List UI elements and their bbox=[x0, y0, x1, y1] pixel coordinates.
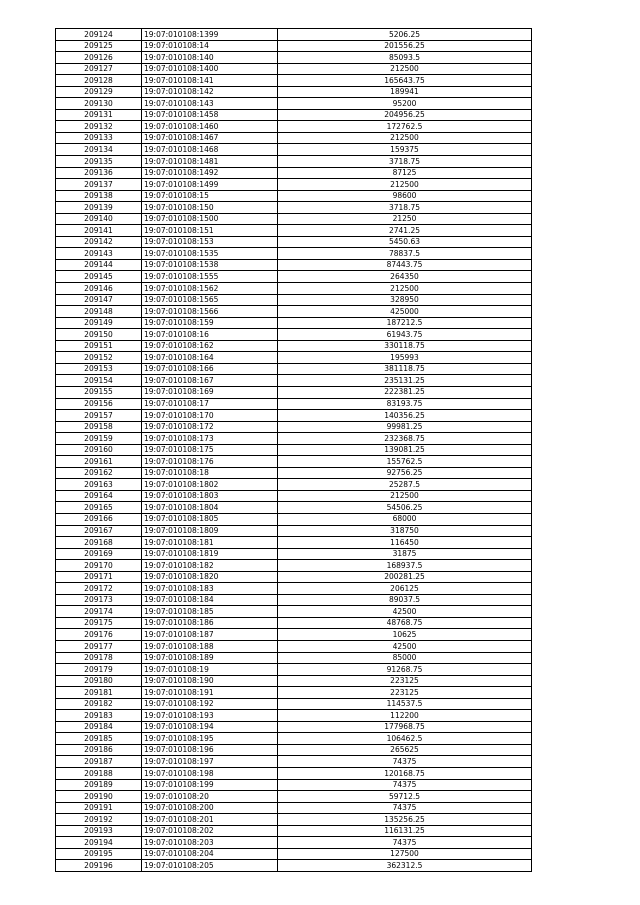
cadastral-number-cell: 19:07:010108:196 bbox=[142, 744, 278, 756]
cadastral-number-cell: 19:07:010108:198 bbox=[142, 768, 278, 780]
record-id-cell: 209140 bbox=[56, 213, 142, 225]
table-row bbox=[56, 768, 532, 780]
table-row bbox=[56, 306, 532, 318]
record-id-cell: 209153 bbox=[56, 363, 142, 375]
amount-cell: 74375 bbox=[278, 802, 532, 814]
cadastral-number-cell: 19:07:010108:170 bbox=[142, 410, 278, 422]
cadastral-number-cell: 19:07:010108:173 bbox=[142, 433, 278, 445]
record-id-cell: 209150 bbox=[56, 329, 142, 341]
record-id-cell: 209130 bbox=[56, 98, 142, 110]
record-id-cell: 209195 bbox=[56, 848, 142, 860]
amount-cell: 139081.25 bbox=[278, 444, 532, 456]
amount-cell: 3718.75 bbox=[278, 202, 532, 214]
cadastral-number-cell: 19:07:010108:172 bbox=[142, 421, 278, 433]
record-id-cell: 209127 bbox=[56, 63, 142, 75]
cadastral-number-cell: 19:07:010108:166 bbox=[142, 363, 278, 375]
data-table-body bbox=[56, 29, 532, 872]
table-row bbox=[56, 860, 532, 872]
amount-cell: 98600 bbox=[278, 190, 532, 202]
table-row bbox=[56, 710, 532, 722]
amount-cell: 61943.75 bbox=[278, 329, 532, 341]
cadastral-number-cell: 19:07:010108:190 bbox=[142, 675, 278, 687]
cadastral-number-cell: 19:07:010108:14 bbox=[142, 40, 278, 52]
table-row bbox=[56, 664, 532, 676]
table-row bbox=[56, 756, 532, 768]
amount-cell: 212500 bbox=[278, 179, 532, 191]
table-row bbox=[56, 698, 532, 710]
table-row bbox=[56, 202, 532, 214]
cadastral-number-cell: 19:07:010108:187 bbox=[142, 629, 278, 641]
record-id-cell: 209168 bbox=[56, 537, 142, 549]
amount-cell: 206125 bbox=[278, 583, 532, 595]
amount-cell: 135256.25 bbox=[278, 814, 532, 826]
record-id-cell: 209132 bbox=[56, 121, 142, 133]
record-id-cell: 209147 bbox=[56, 294, 142, 306]
cadastral-number-cell: 19:07:010108:169 bbox=[142, 386, 278, 398]
record-id-cell: 209146 bbox=[56, 283, 142, 295]
amount-cell: 74375 bbox=[278, 779, 532, 791]
table-row bbox=[56, 75, 532, 87]
amount-cell: 318750 bbox=[278, 525, 532, 537]
cadastral-number-cell: 19:07:010108:18 bbox=[142, 467, 278, 479]
table-row bbox=[56, 617, 532, 629]
amount-cell: 212500 bbox=[278, 63, 532, 75]
table-row bbox=[56, 652, 532, 664]
table-row bbox=[56, 329, 532, 341]
record-id-cell: 209139 bbox=[56, 202, 142, 214]
cadastral-number-cell: 19:07:010108:182 bbox=[142, 560, 278, 572]
amount-cell: 42500 bbox=[278, 640, 532, 652]
cadastral-number-cell: 19:07:010108:194 bbox=[142, 721, 278, 733]
table-row bbox=[56, 837, 532, 849]
record-id-cell: 209137 bbox=[56, 179, 142, 191]
amount-cell: 99981.25 bbox=[278, 421, 532, 433]
cadastral-number-cell: 19:07:010108:19 bbox=[142, 664, 278, 676]
record-id-cell: 209131 bbox=[56, 109, 142, 121]
table-row bbox=[56, 606, 532, 618]
record-id-cell: 209155 bbox=[56, 386, 142, 398]
cadastral-number-cell: 19:07:010108:20 bbox=[142, 791, 278, 803]
amount-cell: 127500 bbox=[278, 848, 532, 860]
record-id-cell: 209170 bbox=[56, 560, 142, 572]
record-id-cell: 209196 bbox=[56, 860, 142, 872]
table-row bbox=[56, 410, 532, 422]
table-row bbox=[56, 479, 532, 491]
table-row bbox=[56, 363, 532, 375]
amount-cell: 68000 bbox=[278, 513, 532, 525]
amount-cell: 120168.75 bbox=[278, 768, 532, 780]
data-table bbox=[55, 28, 532, 872]
amount-cell: 212500 bbox=[278, 132, 532, 144]
record-id-cell: 209160 bbox=[56, 444, 142, 456]
amount-cell: 223125 bbox=[278, 675, 532, 687]
amount-cell: 265625 bbox=[278, 744, 532, 756]
amount-cell: 116131.25 bbox=[278, 825, 532, 837]
cadastral-number-cell: 19:07:010108:181 bbox=[142, 537, 278, 549]
amount-cell: 159375 bbox=[278, 144, 532, 156]
table-row bbox=[56, 825, 532, 837]
record-id-cell: 209143 bbox=[56, 248, 142, 260]
amount-cell: 78837.5 bbox=[278, 248, 532, 260]
cadastral-number-cell: 19:07:010108:1819 bbox=[142, 548, 278, 560]
record-id-cell: 209184 bbox=[56, 721, 142, 733]
record-id-cell: 209152 bbox=[56, 352, 142, 364]
table-row bbox=[56, 63, 532, 75]
record-id-cell: 209169 bbox=[56, 548, 142, 560]
record-id-cell: 209186 bbox=[56, 744, 142, 756]
cadastral-number-cell: 19:07:010108:141 bbox=[142, 75, 278, 87]
record-id-cell: 209144 bbox=[56, 259, 142, 271]
table-row bbox=[56, 52, 532, 64]
amount-cell: 232368.75 bbox=[278, 433, 532, 445]
cadastral-number-cell: 19:07:010108:175 bbox=[142, 444, 278, 456]
table-row bbox=[56, 433, 532, 445]
table-row bbox=[56, 109, 532, 121]
cadastral-number-cell: 19:07:010108:153 bbox=[142, 236, 278, 248]
amount-cell: 74375 bbox=[278, 837, 532, 849]
table-row bbox=[56, 317, 532, 329]
cadastral-number-cell: 19:07:010108:205 bbox=[142, 860, 278, 872]
cadastral-number-cell: 19:07:010108:192 bbox=[142, 698, 278, 710]
amount-cell: 59712.5 bbox=[278, 791, 532, 803]
table-row bbox=[56, 236, 532, 248]
table-row bbox=[56, 744, 532, 756]
table-row bbox=[56, 733, 532, 745]
table-row bbox=[56, 560, 532, 572]
amount-cell: 112200 bbox=[278, 710, 532, 722]
table-row bbox=[56, 190, 532, 202]
record-id-cell: 209136 bbox=[56, 167, 142, 179]
record-id-cell: 209165 bbox=[56, 502, 142, 514]
cadastral-number-cell: 19:07:010108:140 bbox=[142, 52, 278, 64]
cadastral-number-cell: 19:07:010108:1467 bbox=[142, 132, 278, 144]
table-row bbox=[56, 456, 532, 468]
amount-cell: 54506.25 bbox=[278, 502, 532, 514]
amount-cell: 168937.5 bbox=[278, 560, 532, 572]
table-row bbox=[56, 248, 532, 260]
record-id-cell: 209125 bbox=[56, 40, 142, 52]
record-id-cell: 209178 bbox=[56, 652, 142, 664]
table-row bbox=[56, 167, 532, 179]
table-row bbox=[56, 225, 532, 237]
amount-cell: 116450 bbox=[278, 537, 532, 549]
cadastral-number-cell: 19:07:010108:1538 bbox=[142, 259, 278, 271]
table-row bbox=[56, 490, 532, 502]
record-id-cell: 209187 bbox=[56, 756, 142, 768]
record-id-cell: 209124 bbox=[56, 29, 142, 41]
record-id-cell: 209157 bbox=[56, 410, 142, 422]
record-id-cell: 209177 bbox=[56, 640, 142, 652]
record-id-cell: 209171 bbox=[56, 571, 142, 583]
cadastral-number-cell: 19:07:010108:17 bbox=[142, 398, 278, 410]
table-row bbox=[56, 386, 532, 398]
amount-cell: 95200 bbox=[278, 98, 532, 110]
cadastral-number-cell: 19:07:010108:1399 bbox=[142, 29, 278, 41]
table-row bbox=[56, 40, 532, 52]
cadastral-number-cell: 19:07:010108:162 bbox=[142, 340, 278, 352]
amount-cell: 425000 bbox=[278, 306, 532, 318]
table-row bbox=[56, 640, 532, 652]
cadastral-number-cell: 19:07:010108:16 bbox=[142, 329, 278, 341]
record-id-cell: 209193 bbox=[56, 825, 142, 837]
cadastral-number-cell: 19:07:010108:151 bbox=[142, 225, 278, 237]
cadastral-number-cell: 19:07:010108:150 bbox=[142, 202, 278, 214]
record-id-cell: 209194 bbox=[56, 837, 142, 849]
table-row bbox=[56, 525, 532, 537]
cadastral-number-cell: 19:07:010108:142 bbox=[142, 86, 278, 98]
cadastral-number-cell: 19:07:010108:1458 bbox=[142, 109, 278, 121]
cadastral-number-cell: 19:07:010108:1500 bbox=[142, 213, 278, 225]
cadastral-number-cell: 19:07:010108:183 bbox=[142, 583, 278, 595]
cadastral-number-cell: 19:07:010108:1481 bbox=[142, 156, 278, 168]
record-id-cell: 209185 bbox=[56, 733, 142, 745]
record-id-cell: 209174 bbox=[56, 606, 142, 618]
record-id-cell: 209162 bbox=[56, 467, 142, 479]
record-id-cell: 209141 bbox=[56, 225, 142, 237]
record-id-cell: 209145 bbox=[56, 271, 142, 283]
cadastral-number-cell: 19:07:010108:202 bbox=[142, 825, 278, 837]
table-row bbox=[56, 294, 532, 306]
record-id-cell: 209179 bbox=[56, 664, 142, 676]
record-id-cell: 209189 bbox=[56, 779, 142, 791]
table-row bbox=[56, 421, 532, 433]
cadastral-number-cell: 19:07:010108:143 bbox=[142, 98, 278, 110]
amount-cell: 165643.75 bbox=[278, 75, 532, 87]
record-id-cell: 209190 bbox=[56, 791, 142, 803]
amount-cell: 3718.75 bbox=[278, 156, 532, 168]
cadastral-number-cell: 19:07:010108:1535 bbox=[142, 248, 278, 260]
record-id-cell: 209138 bbox=[56, 190, 142, 202]
table-row bbox=[56, 132, 532, 144]
amount-cell: 235131.25 bbox=[278, 375, 532, 387]
record-id-cell: 209167 bbox=[56, 525, 142, 537]
table-row bbox=[56, 352, 532, 364]
amount-cell: 155762.5 bbox=[278, 456, 532, 468]
amount-cell: 89037.5 bbox=[278, 594, 532, 606]
cadastral-number-cell: 19:07:010108:197 bbox=[142, 756, 278, 768]
amount-cell: 48768.75 bbox=[278, 617, 532, 629]
record-id-cell: 209176 bbox=[56, 629, 142, 641]
amount-cell: 87443.75 bbox=[278, 259, 532, 271]
amount-cell: 177968.75 bbox=[278, 721, 532, 733]
cadastral-number-cell: 19:07:010108:199 bbox=[142, 779, 278, 791]
amount-cell: 212500 bbox=[278, 490, 532, 502]
table-row bbox=[56, 779, 532, 791]
record-id-cell: 209175 bbox=[56, 617, 142, 629]
cadastral-number-cell: 19:07:010108:189 bbox=[142, 652, 278, 664]
record-id-cell: 209173 bbox=[56, 594, 142, 606]
amount-cell: 92756.25 bbox=[278, 467, 532, 479]
record-id-cell: 209183 bbox=[56, 710, 142, 722]
cadastral-number-cell: 19:07:010108:1805 bbox=[142, 513, 278, 525]
record-id-cell: 209154 bbox=[56, 375, 142, 387]
amount-cell: 201556.25 bbox=[278, 40, 532, 52]
amount-cell: 83193.75 bbox=[278, 398, 532, 410]
table-row bbox=[56, 594, 532, 606]
cadastral-number-cell: 19:07:010108:195 bbox=[142, 733, 278, 745]
record-id-cell: 209142 bbox=[56, 236, 142, 248]
table-row bbox=[56, 271, 532, 283]
table-row bbox=[56, 848, 532, 860]
record-id-cell: 209191 bbox=[56, 802, 142, 814]
amount-cell: 25287.5 bbox=[278, 479, 532, 491]
table-row bbox=[56, 340, 532, 352]
amount-cell: 362312.5 bbox=[278, 860, 532, 872]
record-id-cell: 209172 bbox=[56, 583, 142, 595]
amount-cell: 106462.5 bbox=[278, 733, 532, 745]
table-row bbox=[56, 375, 532, 387]
record-id-cell: 209164 bbox=[56, 490, 142, 502]
cadastral-number-cell: 19:07:010108:1804 bbox=[142, 502, 278, 514]
amount-cell: 204956.25 bbox=[278, 109, 532, 121]
cadastral-number-cell: 19:07:010108:191 bbox=[142, 687, 278, 699]
cadastral-number-cell: 19:07:010108:1400 bbox=[142, 63, 278, 75]
cadastral-number-cell: 19:07:010108:203 bbox=[142, 837, 278, 849]
amount-cell: 85000 bbox=[278, 652, 532, 664]
record-id-cell: 209151 bbox=[56, 340, 142, 352]
cadastral-number-cell: 19:07:010108:1460 bbox=[142, 121, 278, 133]
amount-cell: 200281.25 bbox=[278, 571, 532, 583]
cadastral-number-cell: 19:07:010108:1555 bbox=[142, 271, 278, 283]
cadastral-number-cell: 19:07:010108:184 bbox=[142, 594, 278, 606]
cadastral-number-cell: 19:07:010108:1809 bbox=[142, 525, 278, 537]
table-row bbox=[56, 802, 532, 814]
amount-cell: 2741.25 bbox=[278, 225, 532, 237]
record-id-cell: 209156 bbox=[56, 398, 142, 410]
amount-cell: 222381.25 bbox=[278, 386, 532, 398]
record-id-cell: 209149 bbox=[56, 317, 142, 329]
table-row bbox=[56, 502, 532, 514]
cadastral-number-cell: 19:07:010108:176 bbox=[142, 456, 278, 468]
table-row bbox=[56, 537, 532, 549]
table-row bbox=[56, 571, 532, 583]
table-row bbox=[56, 721, 532, 733]
table-row bbox=[56, 156, 532, 168]
table-row bbox=[56, 179, 532, 191]
table-row bbox=[56, 583, 532, 595]
cadastral-number-cell: 19:07:010108:1492 bbox=[142, 167, 278, 179]
table-row bbox=[56, 283, 532, 295]
amount-cell: 187212.5 bbox=[278, 317, 532, 329]
table-row bbox=[56, 791, 532, 803]
table-row bbox=[56, 98, 532, 110]
amount-cell: 31875 bbox=[278, 548, 532, 560]
amount-cell: 42500 bbox=[278, 606, 532, 618]
cadastral-number-cell: 19:07:010108:193 bbox=[142, 710, 278, 722]
table-row bbox=[56, 687, 532, 699]
cadastral-number-cell: 19:07:010108:185 bbox=[142, 606, 278, 618]
amount-cell: 172762.5 bbox=[278, 121, 532, 133]
table-row bbox=[56, 444, 532, 456]
cadastral-number-cell: 19:07:010108:1802 bbox=[142, 479, 278, 491]
amount-cell: 91268.75 bbox=[278, 664, 532, 676]
amount-cell: 140356.25 bbox=[278, 410, 532, 422]
table-row bbox=[56, 548, 532, 560]
amount-cell: 212500 bbox=[278, 283, 532, 295]
record-id-cell: 209129 bbox=[56, 86, 142, 98]
record-id-cell: 209148 bbox=[56, 306, 142, 318]
amount-cell: 85093.5 bbox=[278, 52, 532, 64]
cadastral-number-cell: 19:07:010108:1565 bbox=[142, 294, 278, 306]
cadastral-number-cell: 19:07:010108:1803 bbox=[142, 490, 278, 502]
cadastral-number-cell: 19:07:010108:1499 bbox=[142, 179, 278, 191]
amount-cell: 87125 bbox=[278, 167, 532, 179]
record-id-cell: 209181 bbox=[56, 687, 142, 699]
record-id-cell: 209158 bbox=[56, 421, 142, 433]
record-id-cell: 209182 bbox=[56, 698, 142, 710]
cadastral-number-cell: 19:07:010108:159 bbox=[142, 317, 278, 329]
table-row bbox=[56, 398, 532, 410]
cadastral-number-cell: 19:07:010108:1566 bbox=[142, 306, 278, 318]
record-id-cell: 209188 bbox=[56, 768, 142, 780]
record-id-cell: 209166 bbox=[56, 513, 142, 525]
table-row bbox=[56, 814, 532, 826]
amount-cell: 195993 bbox=[278, 352, 532, 364]
cadastral-number-cell: 19:07:010108:167 bbox=[142, 375, 278, 387]
record-id-cell: 209126 bbox=[56, 52, 142, 64]
amount-cell: 74375 bbox=[278, 756, 532, 768]
table-row bbox=[56, 121, 532, 133]
cadastral-number-cell: 19:07:010108:1562 bbox=[142, 283, 278, 295]
record-id-cell: 209128 bbox=[56, 75, 142, 87]
amount-cell: 21250 bbox=[278, 213, 532, 225]
cadastral-number-cell: 19:07:010108:200 bbox=[142, 802, 278, 814]
record-id-cell: 209192 bbox=[56, 814, 142, 826]
amount-cell: 114537.5 bbox=[278, 698, 532, 710]
record-id-cell: 209134 bbox=[56, 144, 142, 156]
table-row bbox=[56, 467, 532, 479]
amount-cell: 5206.25 bbox=[278, 29, 532, 41]
cadastral-number-cell: 19:07:010108:188 bbox=[142, 640, 278, 652]
cadastral-number-cell: 19:07:010108:204 bbox=[142, 848, 278, 860]
table-row bbox=[56, 513, 532, 525]
amount-cell: 381118.75 bbox=[278, 363, 532, 375]
record-id-cell: 209159 bbox=[56, 433, 142, 445]
table-row bbox=[56, 629, 532, 641]
record-id-cell: 209161 bbox=[56, 456, 142, 468]
table-row bbox=[56, 213, 532, 225]
amount-cell: 5450.63 bbox=[278, 236, 532, 248]
cadastral-number-cell: 19:07:010108:1820 bbox=[142, 571, 278, 583]
cadastral-number-cell: 19:07:010108:201 bbox=[142, 814, 278, 826]
record-id-cell: 209163 bbox=[56, 479, 142, 491]
cadastral-number-cell: 19:07:010108:1468 bbox=[142, 144, 278, 156]
amount-cell: 330118.75 bbox=[278, 340, 532, 352]
table-row bbox=[56, 29, 532, 41]
table-row bbox=[56, 144, 532, 156]
cadastral-number-cell: 19:07:010108:186 bbox=[142, 617, 278, 629]
cadastral-number-cell: 19:07:010108:15 bbox=[142, 190, 278, 202]
amount-cell: 264350 bbox=[278, 271, 532, 283]
table-row bbox=[56, 86, 532, 98]
record-id-cell: 209135 bbox=[56, 156, 142, 168]
amount-cell: 189941 bbox=[278, 86, 532, 98]
table-row bbox=[56, 259, 532, 271]
amount-cell: 328950 bbox=[278, 294, 532, 306]
record-id-cell: 209133 bbox=[56, 132, 142, 144]
table-row bbox=[56, 675, 532, 687]
cadastral-number-cell: 19:07:010108:164 bbox=[142, 352, 278, 364]
record-id-cell: 209180 bbox=[56, 675, 142, 687]
amount-cell: 10625 bbox=[278, 629, 532, 641]
amount-cell: 223125 bbox=[278, 687, 532, 699]
